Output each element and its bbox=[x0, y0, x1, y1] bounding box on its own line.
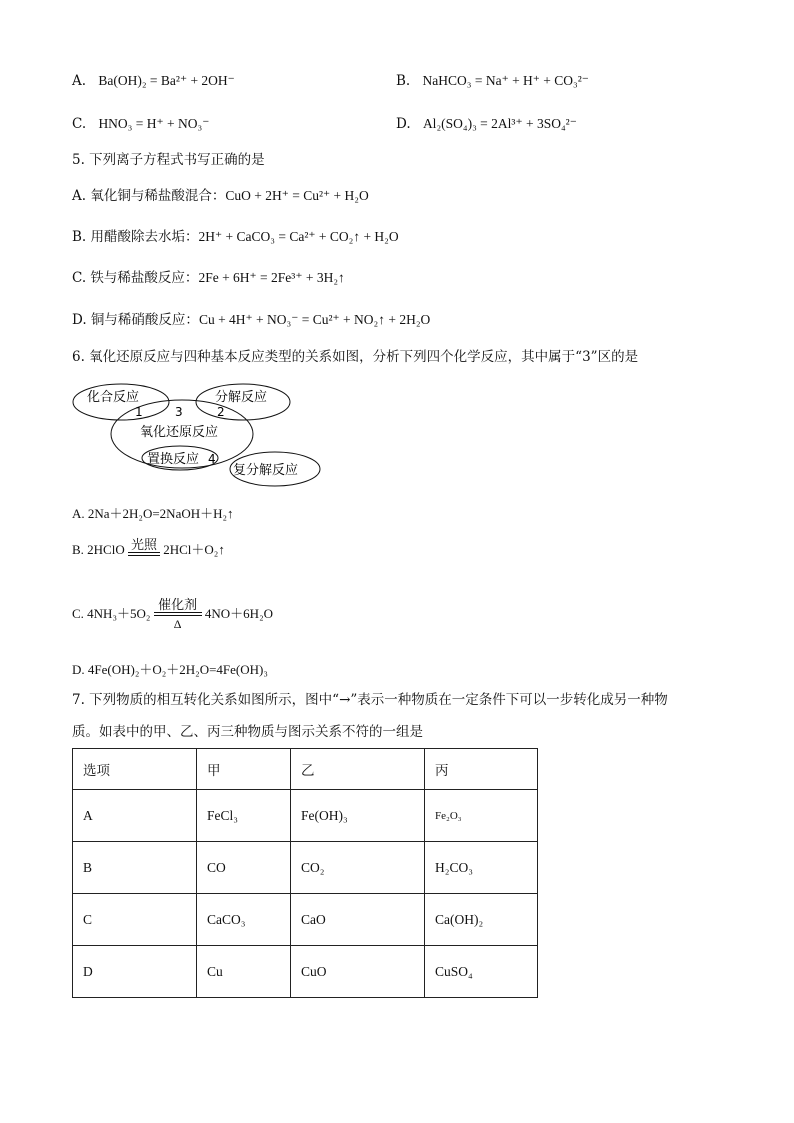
equals-bar bbox=[128, 552, 160, 556]
table-cell: C bbox=[73, 894, 197, 946]
option-text: A. 氧化铜与稀盐酸混合： bbox=[72, 188, 226, 204]
formula: HNO₃ = H⁺ + NO₃⁻ bbox=[98, 116, 210, 131]
table-cell: A bbox=[73, 790, 197, 842]
q6-option-c bbox=[72, 598, 273, 630]
formula: 2H⁺ + CaCO₃ = Ca²⁺ + CO₂↑ + H₂O bbox=[198, 229, 399, 244]
table-row bbox=[73, 790, 538, 842]
q5-option-a bbox=[72, 188, 369, 204]
header-cell: 甲 bbox=[197, 749, 291, 790]
label-double-decomposition: 复分解反应 bbox=[233, 463, 299, 478]
formula: CuO + 2H⁺ = Cu²⁺ + H₂O bbox=[225, 188, 369, 203]
table-cell: B bbox=[73, 842, 197, 894]
zone-1-label: 1 bbox=[135, 405, 143, 419]
reactants: B. 2HClO bbox=[72, 542, 125, 558]
reaction-condition bbox=[154, 598, 202, 630]
products: 2HCl＋O₂↑ bbox=[163, 542, 225, 558]
label-decomposition: 分解反应 bbox=[215, 390, 268, 405]
q6-option-a: A. 2Na＋2H₂O=2NaOH＋H₂↑ bbox=[72, 506, 234, 521]
condition-catalyst: 催化剂 bbox=[158, 597, 198, 612]
q6-option-b bbox=[72, 538, 225, 560]
formula: Ba(OH)₂ = Ba²⁺ + 2OH⁻ bbox=[98, 73, 235, 88]
formula: Al₂(SO₄)₃ = 2Al³⁺ + 3SO₄²⁻ bbox=[422, 116, 577, 131]
option-label: C. bbox=[72, 116, 87, 132]
label-combination: 化合反应 bbox=[87, 390, 140, 405]
table-cell: Fe(OH)₃ bbox=[291, 790, 425, 842]
condition-heat: Δ bbox=[173, 617, 182, 631]
label-redox: 氧化还原反应 bbox=[140, 425, 219, 440]
q6-stem: 6. 氧化还原反应与四种基本反应类型的关系如图，分析下列四个化学反应，其中属于“3”区的是 bbox=[72, 349, 639, 365]
header-cell: 选项 bbox=[73, 749, 197, 790]
reaction-condition bbox=[128, 538, 160, 556]
q7-stem-line2: 质。如表中的甲、乙、丙三种物质与图示关系不符的一组是 bbox=[72, 724, 423, 740]
q4-option-a bbox=[72, 73, 235, 89]
table-header-row bbox=[73, 749, 538, 790]
option-text: C. 铁与稀盐酸反应： bbox=[72, 270, 199, 286]
formula: 2Fe + 6H⁺ = 2Fe³⁺ + 3H₂↑ bbox=[198, 270, 345, 285]
equals-bar bbox=[154, 612, 202, 616]
table-cell: FeCl₃ bbox=[197, 790, 291, 842]
table-cell: D bbox=[73, 946, 197, 998]
q4-option-b bbox=[396, 73, 589, 89]
option-text: D. 铜与稀硝酸反应： bbox=[72, 312, 199, 328]
table-cell: CO bbox=[197, 842, 291, 894]
q5-option-c bbox=[72, 270, 345, 286]
table-row bbox=[73, 894, 538, 946]
q5-option-d bbox=[72, 312, 430, 328]
reaction-types-diagram bbox=[70, 378, 330, 490]
q7-options-table bbox=[72, 748, 538, 998]
table-cell: Fe₂O₃ bbox=[425, 790, 538, 842]
table-row bbox=[73, 946, 538, 998]
table-cell: CaCO₃ bbox=[197, 894, 291, 946]
option-text: B. 用醋酸除去水垢： bbox=[72, 229, 199, 245]
table-cell: CuO bbox=[291, 946, 425, 998]
q6-option-d: D. 4Fe(OH)₂＋O₂＋2H₂O=4Fe(OH)₃ bbox=[72, 662, 268, 677]
table-cell: Ca(OH)₂ bbox=[425, 894, 538, 946]
products: 4NO＋6H₂O bbox=[204, 606, 273, 622]
q5-option-b bbox=[72, 229, 399, 245]
label-displacement: 置换反应 bbox=[147, 452, 200, 467]
option-label: D. bbox=[396, 116, 411, 132]
table-cell: Cu bbox=[197, 946, 291, 998]
formula: Cu + 4H⁺ + NO₃⁻ = Cu²⁺ + NO₂↑ + 2H₂O bbox=[198, 312, 431, 327]
q5-stem: 5. 下列离子方程式书写正确的是 bbox=[72, 152, 265, 168]
header-cell: 丙 bbox=[425, 749, 538, 790]
q4-option-d bbox=[396, 116, 577, 132]
table-cell: CaO bbox=[291, 894, 425, 946]
option-label: B. bbox=[396, 73, 411, 89]
formula: NaHCO₃ = Na⁺ + H⁺ + CO₃²⁻ bbox=[422, 73, 589, 88]
option-label: A. bbox=[72, 73, 87, 89]
q7-stem-line1: 7. 下列物质的相互转化关系如图所示，图中“→”表示一种物质在一定条件下可以一步转化成另一种物 bbox=[72, 692, 668, 708]
zone-2-label: 2 bbox=[217, 405, 225, 419]
reactants: C. 4NH₃＋5O₂ bbox=[72, 606, 151, 622]
condition-light: 光照 bbox=[130, 537, 157, 552]
table-cell: CuSO₄ bbox=[425, 946, 538, 998]
header-cell: 乙 bbox=[291, 749, 425, 790]
table-cell: H₂CO₃ bbox=[425, 842, 538, 894]
zone-3-label: 3 bbox=[175, 405, 183, 419]
q4-option-c bbox=[72, 116, 209, 132]
table-cell: CO₂ bbox=[291, 842, 425, 894]
zone-4-label: 4 bbox=[208, 452, 216, 466]
table-row bbox=[73, 842, 538, 894]
